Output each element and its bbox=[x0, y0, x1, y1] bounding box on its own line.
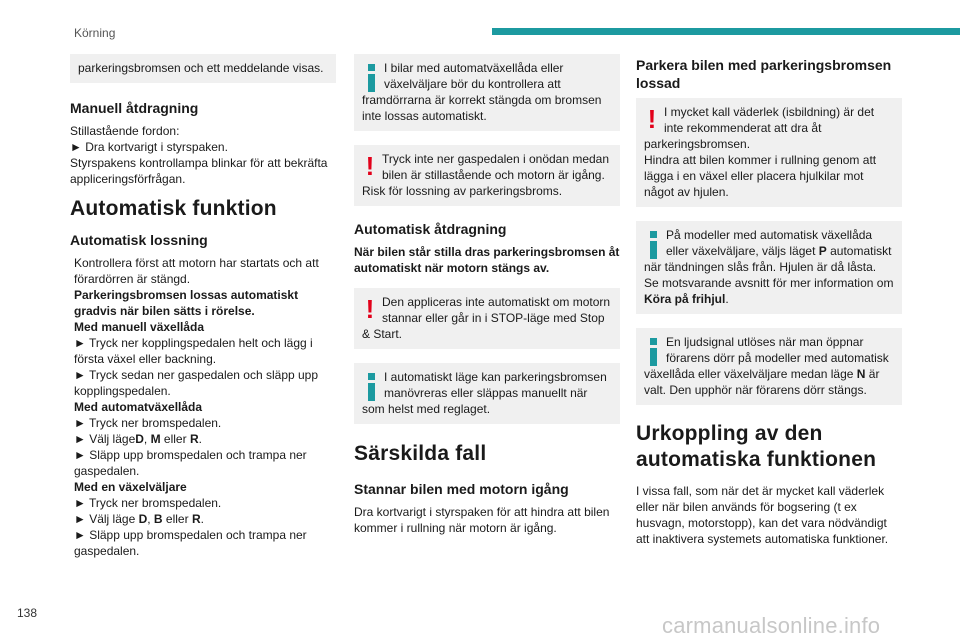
period: . bbox=[198, 432, 202, 446]
automatic-gearbox-subheading: Med automatväxellåda bbox=[74, 400, 203, 414]
warning-box bbox=[354, 145, 620, 206]
manual-gearbox-step: ► Tryck ner kopplingspedalen helt och lägg i första växel eller backning. bbox=[74, 336, 313, 366]
gear-p: P bbox=[818, 244, 827, 258]
info-box bbox=[636, 328, 902, 405]
info-box bbox=[354, 363, 620, 424]
info-box bbox=[354, 54, 620, 131]
info-text-part: På modeller med automatisk växellåda eller växelväljare, väljs läget bbox=[666, 228, 873, 258]
disable-automatic-heading: Urkoppling av den automatiska funktionen bbox=[636, 422, 877, 471]
special-cases-heading: Särskilda fall bbox=[354, 442, 487, 465]
release-intro: Kontrollera först att motorn har startats och att förardörren är stängd. bbox=[74, 256, 319, 286]
manual-apply-line: Stillastående fordon: bbox=[70, 124, 180, 138]
freewheel-reference: Köra på frihjul bbox=[644, 292, 726, 306]
gear-selector-step: ► Tryck ner bromspedalen. bbox=[74, 496, 222, 510]
header-accent-bar bbox=[492, 28, 960, 35]
gear-n: N bbox=[856, 367, 866, 381]
automatic-apply-bold-note: När bilen står stilla dras parkeringsbromsen åt automatiskt när motorn stängs av. bbox=[354, 245, 620, 275]
manual-gearbox-step: ► Tryck sedan ner gaspedalen och släpp upp kopplingspedalen. bbox=[74, 368, 319, 398]
gear-r: R bbox=[189, 432, 199, 446]
warning-text: Hindra att bilen kommer i rullning genom att lägga i en växel eller placera hjulkilar mot något av hjulen. bbox=[644, 153, 877, 199]
warning-icon: ! bbox=[647, 104, 657, 134]
gear-selector-subheading: Med en växelväljare bbox=[74, 480, 187, 494]
column-2 bbox=[354, 54, 620, 536]
gear-selector-step: ► Släpp upp bromspedalen och trampa ner gaspedalen. bbox=[74, 528, 307, 558]
warning-icon: ! bbox=[365, 294, 375, 324]
column-1 bbox=[70, 54, 336, 559]
page-number: 138 bbox=[17, 606, 38, 620]
automatic-apply-heading: Automatisk åtdragning bbox=[354, 221, 507, 237]
manual-apply-line: ► Dra kortvarigt i styrspaken. bbox=[70, 140, 228, 154]
info-text-part: är valt. Den upphör när förarens dörr stängs. bbox=[644, 367, 880, 397]
automatic-release-body bbox=[70, 255, 336, 559]
stall-text: Dra kortvarigt i styrspaken för att hindra att bilen kommer i rullning när motorn är igång. bbox=[354, 505, 610, 535]
info-text bbox=[644, 227, 894, 275]
header-section-title: Körning bbox=[74, 26, 116, 40]
period: . bbox=[200, 512, 204, 526]
info-icon bbox=[644, 229, 662, 259]
gear-r: R bbox=[191, 512, 201, 526]
separator: , bbox=[143, 432, 151, 446]
info-icon bbox=[362, 371, 380, 401]
stall-heading: Stannar bilen med motorn igång bbox=[354, 481, 569, 497]
info-text bbox=[644, 334, 894, 398]
automatic-release-heading: Automatisk lossning bbox=[70, 232, 208, 248]
automatic-gearbox-step: ► Släpp upp bromspedalen och trampa ner gaspedalen. bbox=[74, 448, 307, 478]
info-text: I bilar med automatväxellåda eller växelväljare bör du kontrollera att framdörrarna är korrekt stängda om bromsen inte lossas automatiskt. bbox=[362, 61, 602, 123]
warning-icon: ! bbox=[365, 151, 375, 181]
warning-box bbox=[636, 98, 902, 207]
info-text-part: En ljudsignal utlöses när man öppnar förarens dörr på modeller med automatisk växellåda eller växelväljare medan läge bbox=[644, 335, 889, 381]
column-3 bbox=[636, 54, 902, 547]
automatic-gearbox-step bbox=[74, 431, 336, 447]
separator: , bbox=[147, 512, 154, 526]
park-released-heading: Parkera bilen med parkeringsbromsen lossad bbox=[636, 57, 892, 91]
release-bold-note: Parkeringsbromsen lossas automatiskt gradvis när bilen sätts i rörelse. bbox=[74, 288, 299, 318]
warning-text: Den appliceras inte automatiskt om motorn stannar eller går in i STOP-läge med Stop & Start. bbox=[362, 295, 611, 341]
period: . bbox=[725, 292, 729, 306]
manual-apply-heading: Manuell åtdragning bbox=[70, 100, 199, 116]
info-text-part: automatiskt när tändningen slås från. Hjulen är då låsta. bbox=[644, 244, 892, 274]
warning-text: Tryck inte ner gaspedalen i onödan medan bilen är stillastående och motorn är igång. Risk för lossning av parkeringsbroms. bbox=[362, 152, 610, 198]
automatic-function-heading: Automatisk funktion bbox=[70, 197, 277, 220]
info-box bbox=[636, 221, 902, 314]
step-text: ► Välj läge bbox=[74, 512, 139, 526]
gear-m: M bbox=[150, 432, 161, 446]
info-text bbox=[644, 275, 894, 307]
info-text: I automatiskt läge kan parkeringsbromsen manövreras eller släppas manuellt när som helst med reglaget. bbox=[362, 370, 607, 416]
info-icon bbox=[644, 336, 662, 366]
gear-d: D bbox=[135, 432, 144, 446]
info-text-part: Se motsvarande avsnitt för mer information om bbox=[644, 276, 894, 290]
separator: eller bbox=[160, 432, 190, 446]
info-icon bbox=[362, 62, 380, 92]
watermark: carmanualsonline.info bbox=[662, 613, 881, 638]
gear-selector-step bbox=[74, 511, 336, 527]
warning-text: I mycket kall väderlek (isbildning) är det inte rekommenderat att dra åt parkeringsbromsen. bbox=[644, 105, 875, 151]
continued-note-text: parkeringsbromsen och ett meddelande visas. bbox=[78, 61, 324, 75]
gear-b: B bbox=[153, 512, 163, 526]
step-text: ► Välj läge bbox=[74, 432, 136, 446]
manual-gearbox-subheading: Med manuell växellåda bbox=[74, 320, 205, 334]
gear-d: D bbox=[138, 512, 148, 526]
automatic-gearbox-step: ► Tryck ner bromspedalen. bbox=[74, 416, 222, 430]
disable-automatic-text: I vissa fall, som när det är mycket kall väderlek eller när bilen används för bogsering (t ex husvagn, motorstopp), kan det vara nödvändigt att inaktivera systemets automatiska funktioner. bbox=[636, 484, 889, 546]
manual-apply-line: Styrspakens kontrollampa blinkar för att bekräfta appliceringsförfrågan. bbox=[70, 156, 328, 186]
warning-box bbox=[354, 288, 620, 349]
separator: eller bbox=[162, 512, 192, 526]
continued-note-box bbox=[70, 54, 336, 83]
